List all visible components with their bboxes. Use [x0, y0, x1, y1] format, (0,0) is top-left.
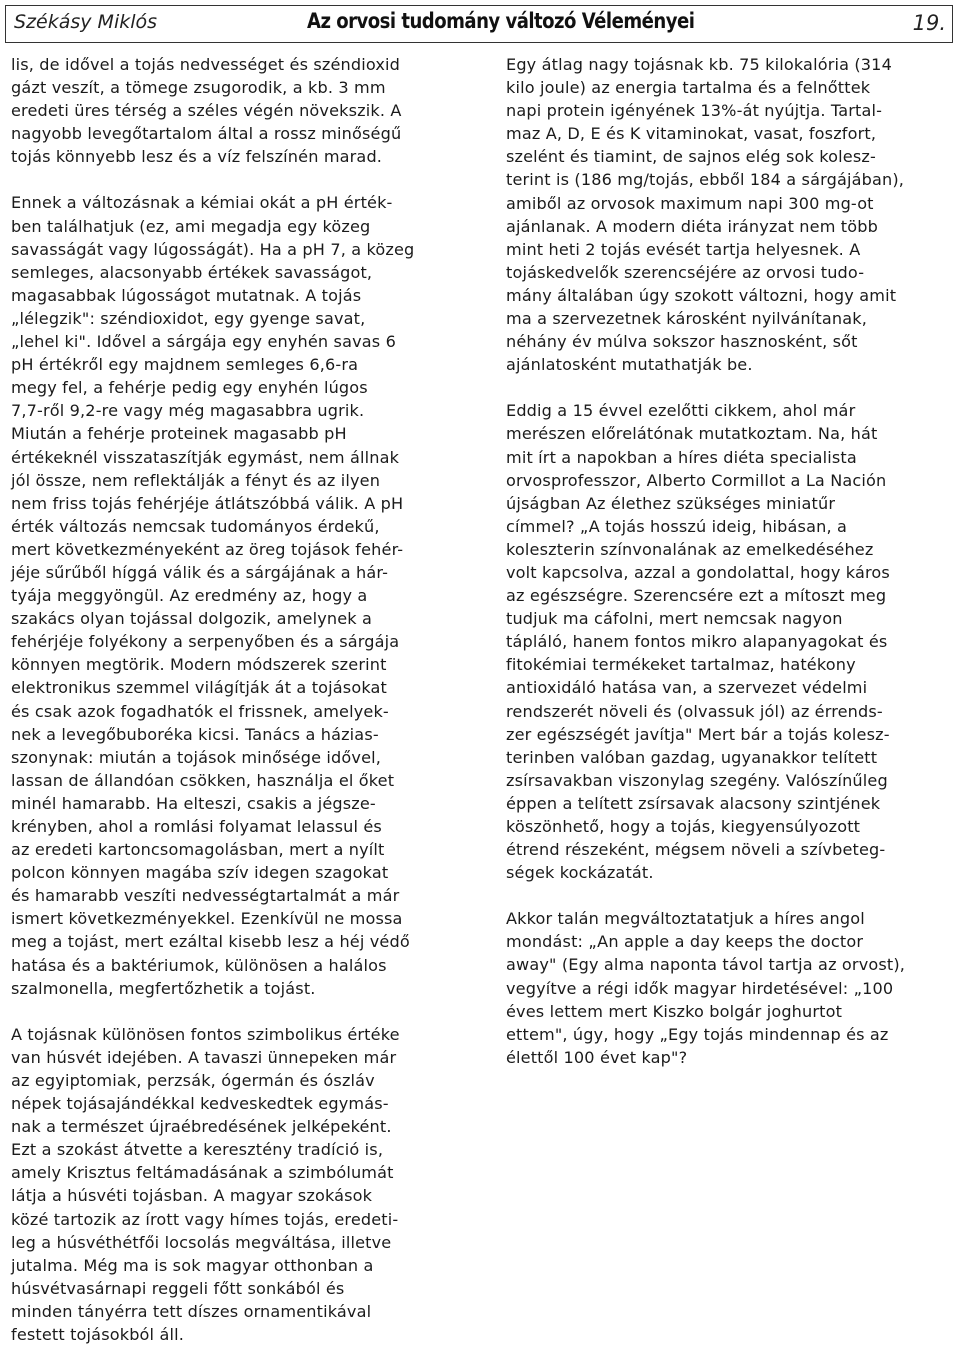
header-author: Székásy Miklós: [14, 11, 158, 33]
text-line: minél hamarabb. Ha elteszi, csakis a jégsze-: [11, 793, 376, 813]
text-line: mert következményeként az öreg tojások fehér-: [11, 539, 404, 559]
paragraph: [506, 907, 956, 1069]
paragraph-gap: [11, 1000, 456, 1023]
text-line: szelént és tiamint, de sajnos elég sok kolesz-: [506, 147, 876, 167]
text-line: festett tojásokból áll.: [11, 1324, 184, 1344]
text-line: meg a tojást, mert ezáltal kisebb lesz a héj védő: [11, 932, 410, 952]
text-line: orvosprofesszor, Alberto Cormillot a La Nación: [506, 470, 887, 490]
text-line: zsírsavakban viszonylag szegény. Valószínűleg: [506, 770, 888, 790]
text-line: köszönhető, hogy a tojás, kiegyensúlyozott: [506, 817, 861, 836]
text-line: ben találhatjuk (ez, ami megadja egy közeg: [11, 216, 371, 236]
text-line: az egyiptomiak, perzsák, ógermán és ószláv: [11, 1070, 375, 1090]
text-line: „lehel ki". Idővel a sárgája egy enyhén savas 6: [11, 332, 396, 352]
text-line: amely Krisztus feltámadásának a szimbólumát: [11, 1163, 394, 1183]
text-line: lassan de állandóan csökken, használja el őket: [11, 770, 395, 790]
text-line: minden tányérra tett díszes ornamentikával: [11, 1301, 372, 1321]
header-title: Az orvosi tudomány változó Véleményei: [307, 9, 695, 33]
text-line: pH értékről egy majdnem semleges 6,6-ra: [11, 355, 359, 375]
paragraph-gap: [506, 376, 956, 399]
text-line: fitokémiai termékeket tartalmaz, hatékony: [506, 655, 856, 675]
text-line: polcon könnyen magába szív idegen szagokat: [11, 863, 389, 883]
text-line: gázt veszít, a tömege zsugorodik, a kb. 3 mm: [11, 78, 386, 98]
text-line: magasabbak lúgosságot mutatnak. A tojás: [11, 285, 362, 305]
text-line: ajánlanak. A modern diéta irányzat nem több: [506, 216, 878, 236]
text-line: van húsvét idejében. A tavaszi ünnepeken már: [11, 1047, 397, 1067]
text-line: terint is (186 mg/tojás, ebből 184 a sárgájában),: [506, 170, 905, 190]
text-line: újságban Az élethez szükséges miniatűr: [506, 493, 836, 513]
paragraph: [506, 399, 956, 884]
text-line: ismert következményekkel. Ezenkívül ne mossa: [11, 909, 403, 929]
text-line: megy fel, a fehérje pedig egy enyhén lúgos: [11, 378, 368, 398]
text-line: kilo joule) az energia tartalma és a felnőttek: [506, 78, 871, 98]
paragraph: [11, 1023, 456, 1346]
text-line: mány általában úgy szokott változni, hogy amit: [506, 285, 897, 305]
text-line: népek tojásajándékkal kedveskedtek egymás-: [11, 1094, 389, 1114]
paragraph: [11, 191, 456, 999]
text-line: ségek kockázatát.: [506, 863, 654, 883]
text-line: nem friss tojás fehérjéje átlátszóbbá válik. A pH: [11, 493, 404, 513]
text-line: Miután a fehérje proteinek magasabb pH: [11, 424, 347, 444]
text-line: krényben, ahol a romlási folyamat lelassul és: [11, 817, 382, 836]
text-line: érték változás nemcsak tudományos érdekű,: [11, 516, 380, 536]
text-line: vegyítve a régi idők magyar hirdetésével: „100: [506, 978, 894, 998]
text-line: mondást: „An apple a day keeps the doctor: [506, 932, 864, 952]
text-line: volt kapcsolva, azzal a gondolattal, hogy káros: [506, 562, 890, 582]
text-line: húsvétvasárnapi reggeli főtt sonkából és: [11, 1278, 345, 1298]
text-line: tudjuk ma cáfolni, mert nemcsak nagyon: [506, 609, 843, 629]
text-line: néhány év múlva sokszor hasznosként, sőt: [506, 332, 858, 352]
text-line: tojás könnyebb lesz és a víz felszínén marad.: [11, 147, 383, 167]
text-line: nak a természet újraébredésének jelképeként.: [11, 1117, 392, 1137]
text-line: jól össze, nem reflektálják a fényt és az ilyen: [11, 470, 381, 490]
text-line: terinben valóban gazdag, ugyanakkor telített: [506, 747, 878, 767]
paragraph-gap: [11, 168, 456, 191]
text-line: szakács olyan tojással dolgozik, amelynek a: [11, 609, 373, 629]
text-line: az egészségre. Szerencsére ezt a mítoszt meg: [506, 586, 887, 606]
text-line: savasságát vagy lúgosságát). Ha a pH 7, a közeg: [11, 239, 415, 259]
text-line: jéje sűrűből híggá válik és a sárgájának a hár-: [11, 562, 389, 582]
text-line: away" (Egy alma naponta távol tartja az orvost),: [506, 955, 906, 975]
text-line: és csak azok fogadhatók el frissnek, amelyek-: [11, 701, 389, 721]
text-line: mint heti 2 tojás evését tartja helyesnek. A: [506, 239, 861, 259]
paragraph: [11, 53, 456, 168]
text-line: A tojásnak különösen fontos szimbolikus értéke: [11, 1024, 400, 1044]
text-line: értékeknél visszataszítják egymást, nem állnak: [11, 447, 400, 467]
text-line: ma a szervezetnek károsként nyilvánítanak,: [506, 309, 867, 329]
text-line: merészen előrelátónak mutatkoztam. Na, hát: [506, 424, 878, 444]
text-line: címmel? „A tojás hosszú ideig, hibásan, a: [506, 516, 847, 536]
text-line: Egy átlag nagy tojásnak kb. 75 kilokalória (314: [506, 55, 892, 74]
text-line: ettem", úgy, hogy „Egy tojás mindennap és az: [506, 1024, 889, 1044]
text-line: szalmonella, megfertőzhetik a tojást.: [11, 978, 316, 998]
text-line: fehérjéje folyékony a serpenyőben és a sárgája: [11, 632, 400, 652]
text-line: élettől 100 évet kap"?: [506, 1047, 688, 1067]
text-line: éppen a telített zsírsavak alacsony szintjének: [506, 793, 881, 813]
text-line: koleszterin színvonalának az emelkedéséhez: [506, 539, 874, 559]
text-line: Ezt a szokást átvette a keresztény tradíció is,: [11, 1140, 384, 1160]
text-line: könnyen megtörik. Modern módszerek szerint: [11, 655, 387, 675]
text-line: Ennek a változásnak a kémiai okát a pH érték-: [11, 193, 393, 213]
text-line: látja a húsvéti tojásban. A magyar szokások: [11, 1186, 373, 1206]
text-line: tápláló, hanem fontos mikro alapanyagokat és: [506, 632, 888, 652]
text-line: közé tartozik az írott vagy hímes tojás, eredeti-: [11, 1209, 399, 1229]
text-line: elektronikus szemmel világítják át a tojásokat: [11, 678, 387, 698]
text-line: leg a húsvéthétfői locsolás megváltása, illetve: [11, 1232, 392, 1252]
text-line: és hamarabb veszíti nedvességtartalmát a már: [11, 886, 400, 906]
text-line: eredeti üres térség a széles végén növekszik. A: [11, 101, 402, 121]
text-line: mit írt a napokban a híres diéta specialista: [506, 447, 857, 467]
paragraph-gap: [506, 884, 956, 907]
text-line: napi protein igényének 13%-át nyújtja. Tartal-: [506, 101, 883, 121]
text-line: hatása és a baktériumok, különösen a halálos: [11, 955, 387, 975]
text-line: éves lettem mert Kiszko bolgár joghurtot: [506, 1001, 843, 1021]
text-line: tojáskedvelők szerencséjére az orvosi tudo-: [506, 262, 865, 282]
text-line: étrend részeként, mégsem növeli a szívbeteg-: [506, 840, 886, 860]
text-line: nagyobb levegőtartalom által a rossz minőségű: [11, 124, 402, 144]
text-line: az eredeti kartoncsomagolásban, mert a nyílt: [11, 840, 385, 860]
text-line: szonynak: miután a tojások minősége idővel,: [11, 747, 382, 767]
text-line: Akkor talán megváltoztatatjuk a híres angol: [506, 909, 865, 929]
text-line: Eddig a 15 évvel ezelőtti cikkem, ahol már: [506, 401, 856, 421]
text-line: zer egészségét javítja" Mert bár a tojás kolesz-: [506, 724, 890, 744]
text-line: semleges, alacsonyabb értékek savasságot,: [11, 262, 373, 282]
text-line: maz A, D, E és K vitaminokat, vasat, foszfort,: [506, 124, 877, 144]
page-number: 19.: [912, 11, 946, 35]
text-line: lis, de idővel a tojás nedvességet és széndioxid: [11, 55, 401, 74]
paragraph: [506, 53, 956, 376]
text-line: antioxidáló hatása van, a szervezet védelmi: [506, 678, 868, 698]
left-column: [11, 53, 456, 1346]
text-line: rendszerét növeli és (olvassuk jól) az érrends-: [506, 701, 883, 721]
text-line: amiből az orvosok maximum napi 300 mg-ot: [506, 193, 874, 213]
text-line: 7,7-ről 9,2-re vagy még magasabbra ugrik.: [11, 401, 365, 421]
text-line: nek a levegőbuboréka kicsi. Tanács a házias-: [11, 724, 379, 744]
text-line: „lélegzik": széndioxidot, egy gyenge savat,: [11, 308, 366, 328]
page-header: [5, 5, 953, 43]
text-line: tyája meggyöngül. Az eredmény az, hogy a: [11, 586, 368, 606]
text-line: jutalma. Még ma is sok magyar otthonban a: [11, 1255, 374, 1275]
right-column: [506, 53, 956, 1069]
text-line: ajánlatosként mutathatják be.: [506, 355, 753, 375]
